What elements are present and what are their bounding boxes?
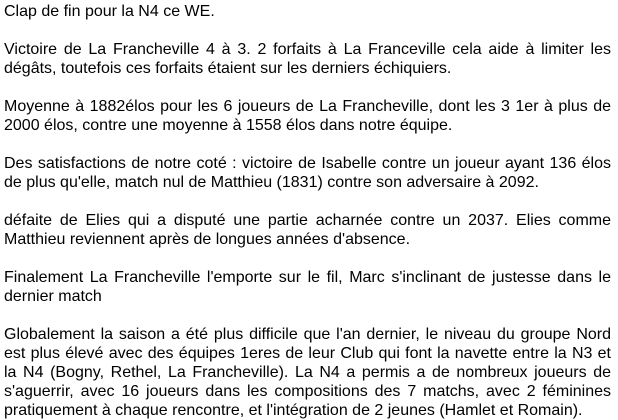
paragraph-victory: Victoire de La Francheville 4 à 3. 2 forfaits à La Franceville cela aide à limiter les dégâts, toutefois ces forfaits étaient sur les derniers échiquiers. bbox=[4, 41, 611, 77]
paragraph-intro: Clap de fin pour la N4 ce WE. bbox=[4, 3, 215, 20]
paragraph-final-result: Finalement La Francheville l'emporte sur le fil, Marc s'inclinant de justesse dans le dernier match bbox=[4, 269, 611, 305]
paragraph-ratings: Moyenne à 1882élos pour les 6 joueurs de La Francheville, dont les 3 1er à plus de 2000 élos, contre une moyenne à 1558 élos dans notre équipe. bbox=[4, 98, 611, 134]
paragraph-satisfactions: Des satisfactions de notre coté : victoire de Isabelle contre un joueur ayant 136 élos de plus qu'elle, match nul de Matthieu (1831) contre son adversaire à 2092. bbox=[4, 155, 611, 191]
paragraph-season-summary: Globalement la saison a été plus difficile que l'an dernier, le niveau du groupe Nord est plus élevé avec des équipes 1eres de leur Club qui font la navette entre la N3 et la N4 (Bogny, Rethel, La Francheville). La N4 a permis a de nombreux joueurs de s'aguerrir, avec 16 joueurs dans les compositions des 7 matchs, avec 2 féminines pratiquement à chaque rencontre, et l'intégration de 2 jeunes (Hamlet et Romain). bbox=[4, 326, 611, 419]
paragraph-defeat: défaite de Elies qui a disputé une partie acharnée contre un 2037. Elies comme Matthieu reviennent après de longues années d'absence. bbox=[4, 212, 611, 248]
